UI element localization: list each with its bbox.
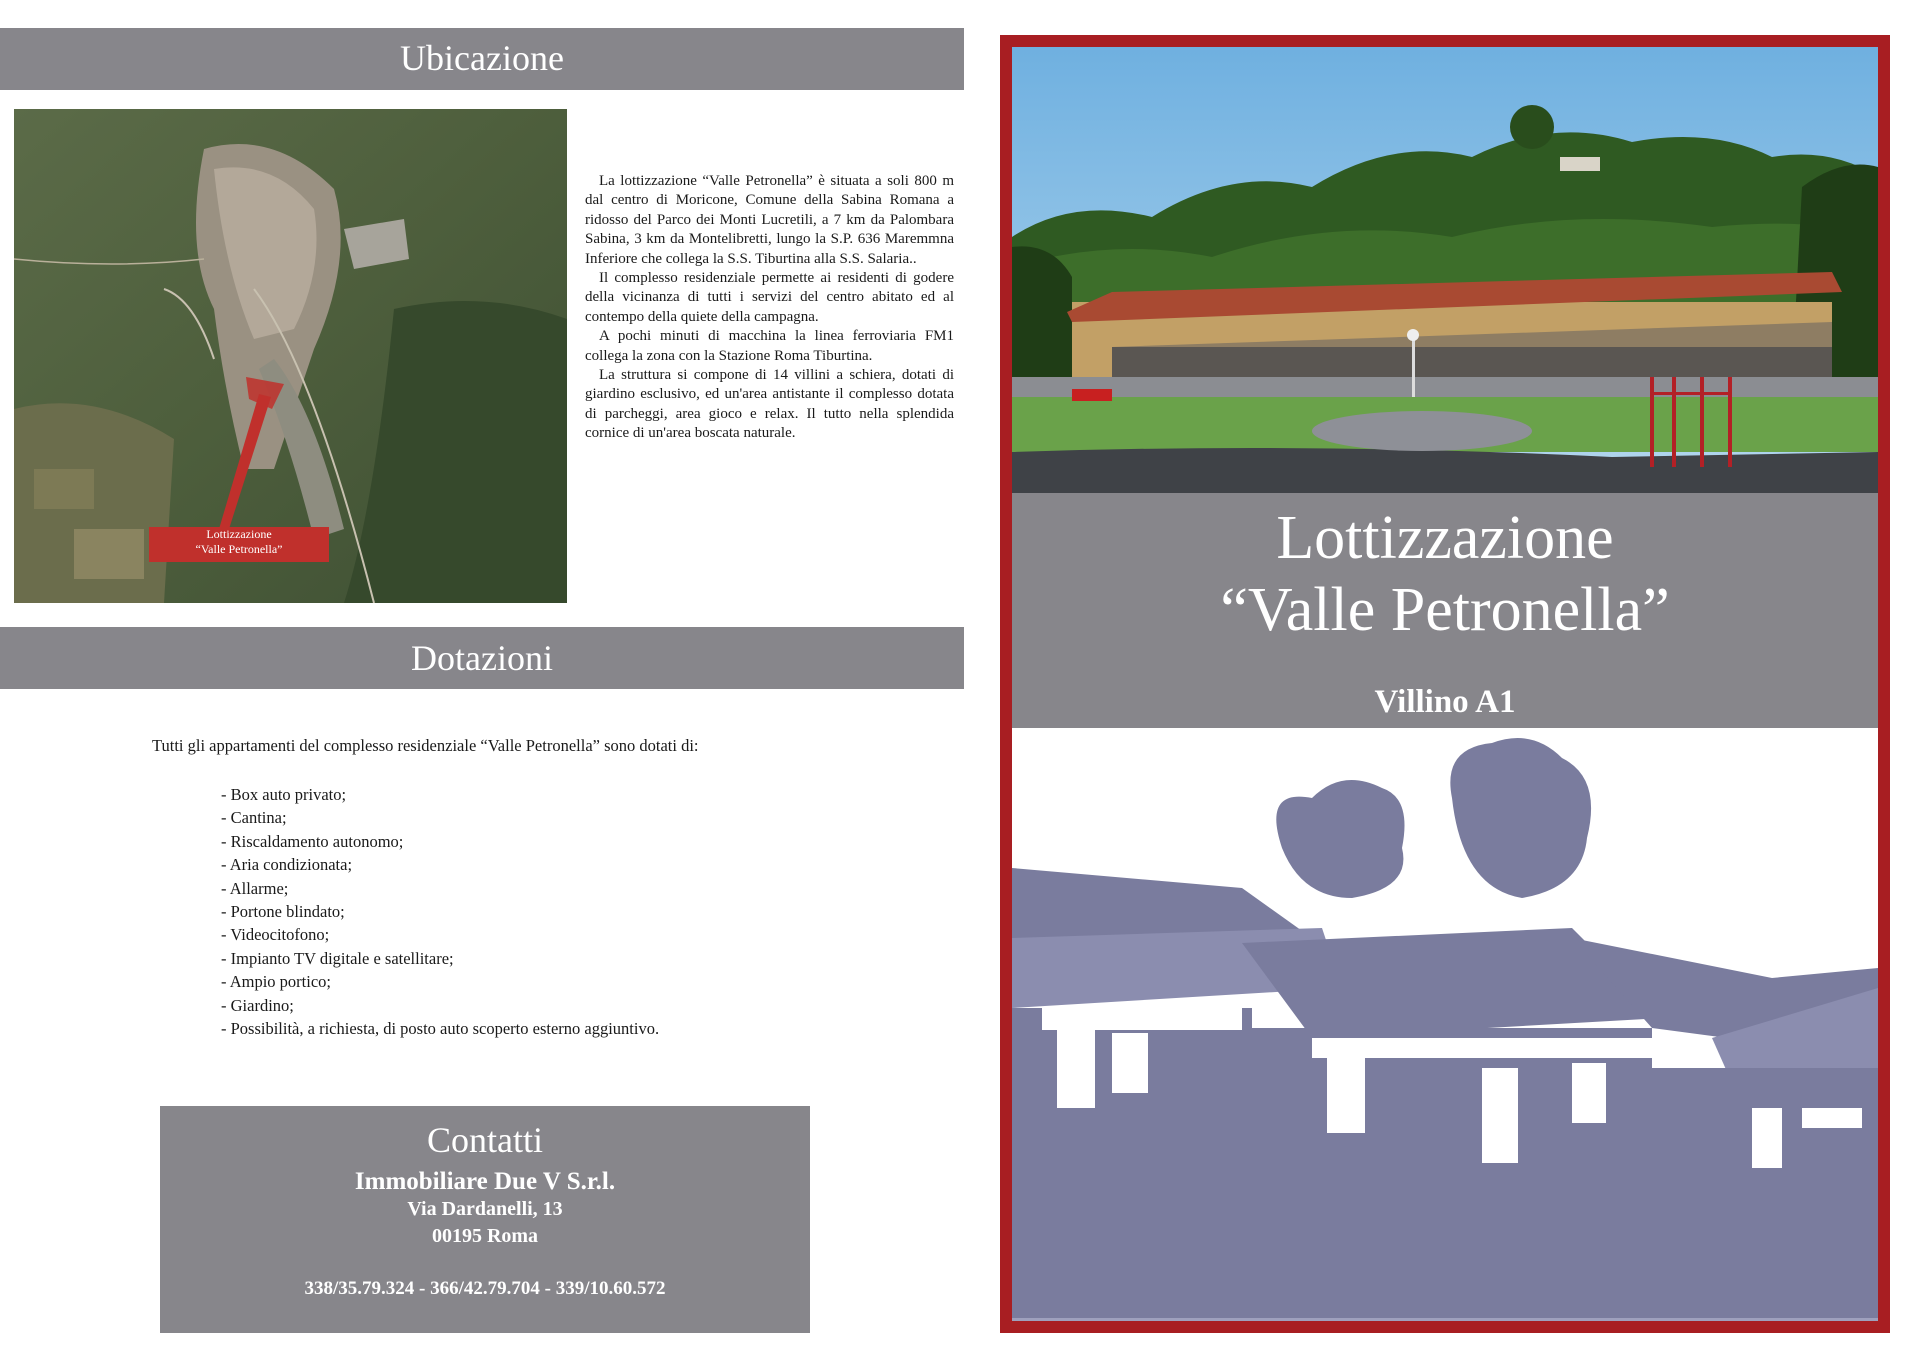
paragraph: A pochi minuti di macchina la linea ferroviaria FM1 collega la zona con la Stazione Roma Tiburtina. xyxy=(585,328,954,364)
map-label-line1: Lottizzazione xyxy=(206,527,272,541)
sketch-illustration xyxy=(1012,728,1878,1333)
address-city: 00195 Roma xyxy=(431,1225,539,1247)
contacts-title: Contatti xyxy=(427,1120,543,1160)
amenities-intro: Tutti gli appartamenti del complesso residenziale “Valle Petronella” sono dotati di: xyxy=(152,736,699,755)
map-label-line2: “Valle Petronella” xyxy=(195,542,283,556)
paragraph: La struttura si compone di 14 villini a schiera, dotati di giardino esclusivo, ed un'area antistante il complesso dotata di parcheggi, area gioco e relax. Il tutto nella splendida cornice di un'area boscata naturale. xyxy=(585,367,954,442)
cover-title-band xyxy=(1012,493,1878,728)
list-item: - Box auto privato; xyxy=(221,785,347,804)
residential-render-image xyxy=(1012,47,1878,493)
list-item: - Ampio portico; xyxy=(221,972,331,992)
phone-numbers: 338/35.79.324 - 366/42.79.704 - 339/10.60.572 xyxy=(304,1278,666,1299)
amenities-list xyxy=(221,783,659,1040)
cover-panel xyxy=(1000,35,1890,1333)
list-item: - Allarme; xyxy=(221,878,289,898)
list-item: - Aria condizionata; xyxy=(221,855,353,875)
address-street: Via Dardanelli, 13 xyxy=(407,1198,563,1220)
list-item: - Portone blindato; xyxy=(221,902,345,922)
section-title-dotazioni: Dotazioni xyxy=(0,627,964,689)
list-item: - Impianto TV digitale e satellitare; xyxy=(221,948,454,968)
paragraph: La lottizzazione “Valle Petronella” è situata a soli 800 m dal centro di Moricone, Comune della Sabina Romana a ridosso del Parco dei Monti Lucretili, a 7 km da Palombara Sabina, 3 km da Montelibretti, lungo la S.P. 636 Maremmna Inferiore che collega la S.S. Tiburtina alla S.S. Salaria.. xyxy=(585,173,954,267)
section-title-ubicazione: Ubicazione xyxy=(0,28,964,90)
map-location-label xyxy=(149,527,329,562)
aerial-map-image xyxy=(14,109,567,603)
list-item: - Cantina; xyxy=(221,808,287,828)
contacts-box xyxy=(160,1106,810,1333)
cover-subtitle: Villino A1 xyxy=(1374,684,1516,720)
list-item: - Riscaldamento autonomo; xyxy=(221,831,404,851)
cover-title-line1: Lottizzazione xyxy=(1276,504,1614,572)
list-item: - Videocitofono; xyxy=(221,925,330,945)
company-name: Immobiliare Due V S.r.l. xyxy=(354,1168,616,1195)
list-item: - Giardino; xyxy=(221,995,294,1015)
cover-title-line2: “Valle Petronella” xyxy=(1220,576,1670,644)
list-item: - Possibilità, a richiesta, di posto auto scoperto esterno aggiuntivo. xyxy=(221,1019,660,1039)
paragraph: Il complesso residenziale permette ai residenti di godere della vicinanza di tutti i servizi del centro abitato ed al contempo della quiete della campagna. xyxy=(585,270,954,325)
location-description xyxy=(585,172,954,444)
